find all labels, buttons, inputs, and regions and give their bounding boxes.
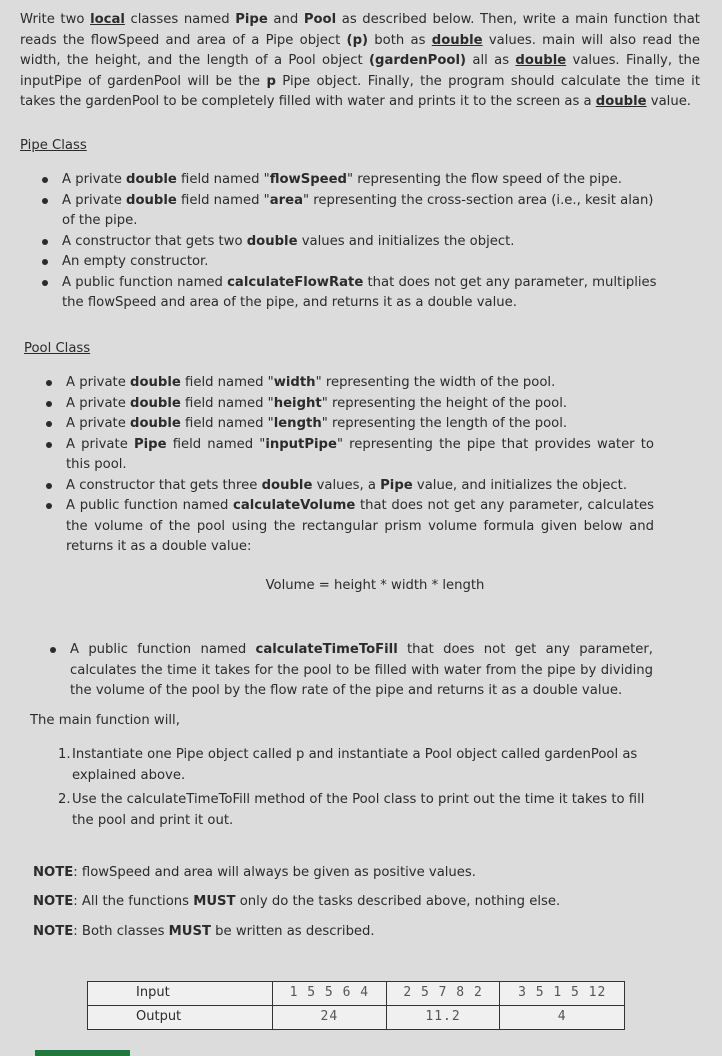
main-function-steps — [50, 745, 650, 831]
pipe-class-heading: Pipe Class — [20, 138, 87, 153]
list-item: A private double field named "area" representing the cross-section area (i.e., kesit alan) of the pipe. — [40, 191, 665, 232]
list-item: A constructor that gets two double values and initializes the object. — [40, 232, 665, 253]
list-item: A private Pipe field named "inputPipe" representing the pipe that provides water to this pool. — [44, 435, 654, 476]
table-row — [88, 1006, 625, 1030]
list-item: An empty constructor. — [40, 252, 665, 273]
pool-class-list-continued — [48, 640, 653, 702]
accent-bar — [35, 1050, 130, 1056]
list-item: A constructor that gets three double values, a Pipe value, and initializes the object. — [44, 476, 654, 497]
output-cell: 4 — [500, 1006, 625, 1030]
pool-class-list — [44, 373, 654, 558]
table-row — [88, 982, 625, 1006]
note-classes-must: NOTE: Both classes MUST be written as described. — [33, 924, 375, 939]
list-item: 2. Use the calculateTimeToFill method of the Pool class to print out the time it takes to fill the pool and print it out. — [58, 792, 645, 828]
note-positive-values: NOTE: flowSpeed and area will always be given as positive values. — [33, 865, 476, 880]
list-item: 1. Instantiate one Pipe object called p and instantiate a Pool object called gardenPool as explained above. — [58, 747, 638, 783]
input-cell: 1 5 5 6 4 — [273, 982, 387, 1006]
output-cell: 24 — [273, 1006, 387, 1030]
input-cell: 2 5 7 8 2 — [386, 982, 500, 1006]
note-functions-must: NOTE: All the functions MUST only do the tasks described above, nothing else. — [33, 894, 561, 909]
pool-class-heading: Pool Class — [24, 341, 91, 356]
input-label-cell: Input — [88, 982, 273, 1006]
io-examples-table — [87, 981, 625, 1030]
list-item: A public function named calculateFlowRate that does not get any parameter, multiplies the flowSpeed and area of the pipe, and returns it as a double value. — [40, 273, 665, 314]
list-item: A private double field named "flowSpeed" representing the flow speed of the pipe. — [40, 170, 665, 191]
list-item: A public function named calculateVolume that does not get any parameter, calculates the volume of the pool using the rectangular prism volume formula given below and returns it as a double value: — [44, 496, 654, 558]
list-item: A private double field named "height" representing the height of the pool. — [44, 394, 654, 415]
intro-paragraph: Write two local classes named Pipe and Pool as described below. Then, write a main function that reads the flowSpeed and area of a Pipe object (p) both as double values. main will also read the width, the height, and the length of a Pool object (gardenPool) all as double values. Finally, the inputPipe of gardenPool will be the p Pipe object. Finally, the program should calculate the time it takes the gardenPool to be completely filled with water and prints it to the screen as a double value. — [20, 12, 701, 109]
main-function-intro: The main function will, — [30, 713, 180, 728]
pipe-class-list — [40, 170, 665, 314]
list-item: A private double field named "length" representing the length of the pool. — [44, 414, 654, 435]
output-cell: 11.2 — [386, 1006, 500, 1030]
list-item: A private double field named "width" representing the width of the pool. — [44, 373, 654, 394]
input-cell: 3 5 1 5 12 — [500, 982, 625, 1006]
volume-formula: Volume = height * width * length — [265, 578, 485, 593]
list-item: A public function named calculateTimeToFill that does not get any parameter, calculates the time it takes for the pool to be filled with water from the pipe by dividing the volume of the pool by the flow rate of the pipe and returns it as a double value. — [48, 640, 653, 702]
output-label-cell: Output — [88, 1006, 273, 1030]
